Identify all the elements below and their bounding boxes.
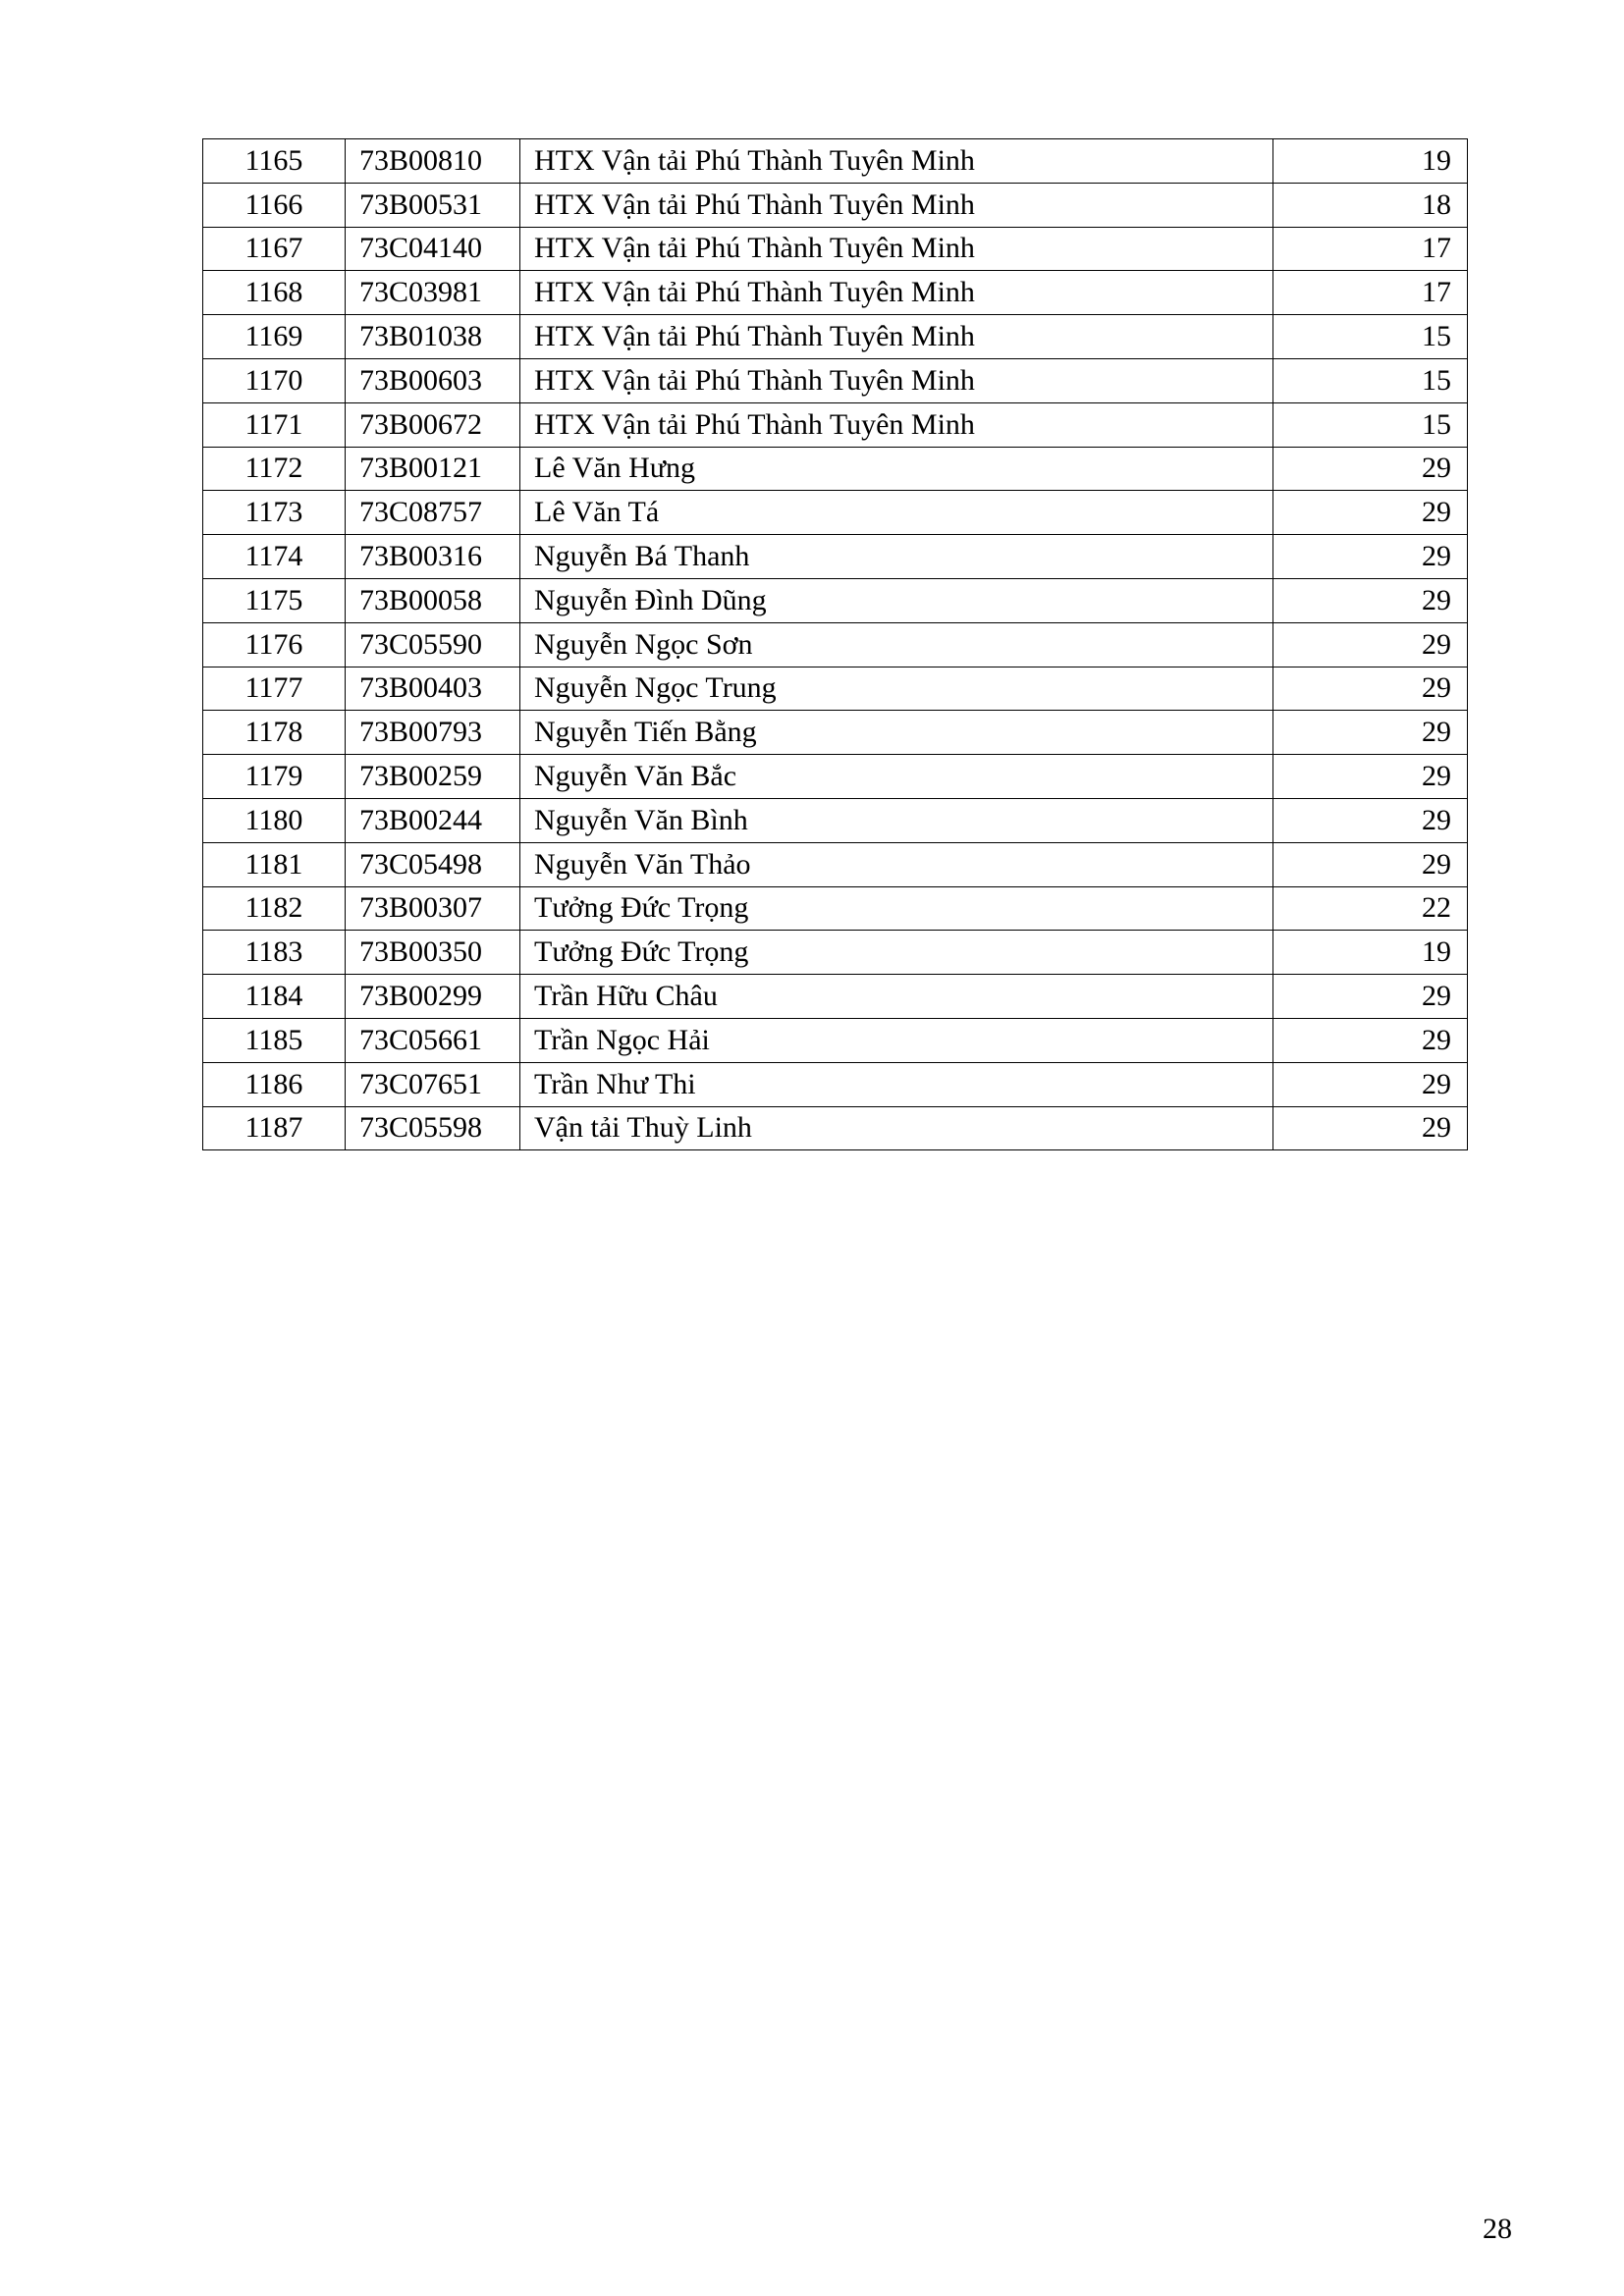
row-number: 1177 bbox=[203, 667, 346, 711]
table-body bbox=[203, 139, 1468, 1150]
plate-number: 73B00793 bbox=[346, 711, 520, 755]
row-number: 1182 bbox=[203, 886, 346, 931]
table-row bbox=[203, 711, 1468, 755]
plate-number: 73C07651 bbox=[346, 1062, 520, 1106]
table-row bbox=[203, 578, 1468, 622]
owner-name: Nguyễn Văn Bình bbox=[520, 798, 1273, 842]
value-cell: 29 bbox=[1273, 535, 1468, 579]
table-row bbox=[203, 358, 1468, 402]
value-cell: 29 bbox=[1273, 1106, 1468, 1150]
row-number: 1171 bbox=[203, 402, 346, 447]
table-row bbox=[203, 227, 1468, 271]
owner-name: HTX Vận tải Phú Thành Tuyên Minh bbox=[520, 271, 1273, 315]
plate-number: 73B00058 bbox=[346, 578, 520, 622]
row-number: 1180 bbox=[203, 798, 346, 842]
plate-number: 73B00672 bbox=[346, 402, 520, 447]
table-row bbox=[203, 1062, 1468, 1106]
plate-number: 73C05661 bbox=[346, 1018, 520, 1062]
owner-name: Nguyễn Ngọc Trung bbox=[520, 667, 1273, 711]
value-cell: 17 bbox=[1273, 271, 1468, 315]
value-cell: 29 bbox=[1273, 755, 1468, 799]
table-row bbox=[203, 931, 1468, 975]
row-number: 1178 bbox=[203, 711, 346, 755]
value-cell: 29 bbox=[1273, 578, 1468, 622]
plate-number: 73C04140 bbox=[346, 227, 520, 271]
plate-number: 73C08757 bbox=[346, 491, 520, 535]
table-row bbox=[203, 535, 1468, 579]
owner-name: HTX Vận tải Phú Thành Tuyên Minh bbox=[520, 402, 1273, 447]
row-number: 1184 bbox=[203, 975, 346, 1019]
owner-name: Tưởng Đức Trọng bbox=[520, 931, 1273, 975]
table-row bbox=[203, 183, 1468, 227]
plate-number: 73B00299 bbox=[346, 975, 520, 1019]
plate-number: 73B00810 bbox=[346, 139, 520, 184]
plate-number: 73B00259 bbox=[346, 755, 520, 799]
value-cell: 29 bbox=[1273, 1018, 1468, 1062]
table-row bbox=[203, 315, 1468, 359]
plate-number: 73C05498 bbox=[346, 842, 520, 886]
plate-number: 73B00403 bbox=[346, 667, 520, 711]
table-row bbox=[203, 491, 1468, 535]
owner-name: Nguyễn Văn Thảo bbox=[520, 842, 1273, 886]
table-row bbox=[203, 886, 1468, 931]
owner-name: HTX Vận tải Phú Thành Tuyên Minh bbox=[520, 315, 1273, 359]
value-cell: 19 bbox=[1273, 139, 1468, 184]
row-number: 1176 bbox=[203, 622, 346, 667]
table-row bbox=[203, 798, 1468, 842]
value-cell: 18 bbox=[1273, 183, 1468, 227]
row-number: 1165 bbox=[203, 139, 346, 184]
row-number: 1181 bbox=[203, 842, 346, 886]
row-number: 1186 bbox=[203, 1062, 346, 1106]
row-number: 1179 bbox=[203, 755, 346, 799]
plate-number: 73C05598 bbox=[346, 1106, 520, 1150]
row-number: 1169 bbox=[203, 315, 346, 359]
owner-name: Nguyễn Ngọc Sơn bbox=[520, 622, 1273, 667]
row-number: 1187 bbox=[203, 1106, 346, 1150]
value-cell: 29 bbox=[1273, 842, 1468, 886]
owner-name: Nguyễn Bá Thanh bbox=[520, 535, 1273, 579]
owner-name: HTX Vận tải Phú Thành Tuyên Minh bbox=[520, 183, 1273, 227]
page-number: 28 bbox=[1483, 2213, 1512, 2245]
plate-number: 73B00307 bbox=[346, 886, 520, 931]
owner-name: Trần Hữu Châu bbox=[520, 975, 1273, 1019]
owner-name: Vận tải Thuỳ Linh bbox=[520, 1106, 1273, 1150]
row-number: 1185 bbox=[203, 1018, 346, 1062]
table-row bbox=[203, 755, 1468, 799]
vehicle-table bbox=[202, 138, 1468, 1150]
row-number: 1167 bbox=[203, 227, 346, 271]
table-row bbox=[203, 622, 1468, 667]
owner-name: Lê Văn Hưng bbox=[520, 447, 1273, 491]
table-row bbox=[203, 667, 1468, 711]
table-row bbox=[203, 271, 1468, 315]
value-cell: 22 bbox=[1273, 886, 1468, 931]
value-cell: 29 bbox=[1273, 711, 1468, 755]
value-cell: 15 bbox=[1273, 358, 1468, 402]
value-cell: 17 bbox=[1273, 227, 1468, 271]
owner-name: HTX Vận tải Phú Thành Tuyên Minh bbox=[520, 358, 1273, 402]
owner-name: Trần Như Thi bbox=[520, 1062, 1273, 1106]
value-cell: 29 bbox=[1273, 1062, 1468, 1106]
table-row bbox=[203, 402, 1468, 447]
owner-name: Trần Ngọc Hải bbox=[520, 1018, 1273, 1062]
owner-name: Nguyễn Tiến Bằng bbox=[520, 711, 1273, 755]
plate-number: 73C05590 bbox=[346, 622, 520, 667]
row-number: 1175 bbox=[203, 578, 346, 622]
table-row bbox=[203, 139, 1468, 184]
owner-name: Lê Văn Tá bbox=[520, 491, 1273, 535]
owner-name: Tưởng Đức Trọng bbox=[520, 886, 1273, 931]
plate-number: 73B00531 bbox=[346, 183, 520, 227]
row-number: 1173 bbox=[203, 491, 346, 535]
row-number: 1183 bbox=[203, 931, 346, 975]
owner-name: HTX Vận tải Phú Thành Tuyên Minh bbox=[520, 139, 1273, 184]
value-cell: 19 bbox=[1273, 931, 1468, 975]
table-row bbox=[203, 1106, 1468, 1150]
row-number: 1174 bbox=[203, 535, 346, 579]
table-row bbox=[203, 842, 1468, 886]
value-cell: 29 bbox=[1273, 667, 1468, 711]
owner-name: HTX Vận tải Phú Thành Tuyên Minh bbox=[520, 227, 1273, 271]
value-cell: 29 bbox=[1273, 798, 1468, 842]
row-number: 1170 bbox=[203, 358, 346, 402]
plate-number: 73B00350 bbox=[346, 931, 520, 975]
plate-number: 73B00603 bbox=[346, 358, 520, 402]
plate-number: 73B00316 bbox=[346, 535, 520, 579]
plate-number: 73B01038 bbox=[346, 315, 520, 359]
value-cell: 29 bbox=[1273, 975, 1468, 1019]
value-cell: 29 bbox=[1273, 622, 1468, 667]
table-row bbox=[203, 447, 1468, 491]
owner-name: Nguyễn Đình Dũng bbox=[520, 578, 1273, 622]
value-cell: 29 bbox=[1273, 447, 1468, 491]
plate-number: 73B00121 bbox=[346, 447, 520, 491]
row-number: 1172 bbox=[203, 447, 346, 491]
plate-number: 73B00244 bbox=[346, 798, 520, 842]
row-number: 1168 bbox=[203, 271, 346, 315]
owner-name: Nguyễn Văn Bắc bbox=[520, 755, 1273, 799]
value-cell: 15 bbox=[1273, 402, 1468, 447]
table-row bbox=[203, 975, 1468, 1019]
value-cell: 29 bbox=[1273, 491, 1468, 535]
row-number: 1166 bbox=[203, 183, 346, 227]
value-cell: 15 bbox=[1273, 315, 1468, 359]
table-row bbox=[203, 1018, 1468, 1062]
plate-number: 73C03981 bbox=[346, 271, 520, 315]
